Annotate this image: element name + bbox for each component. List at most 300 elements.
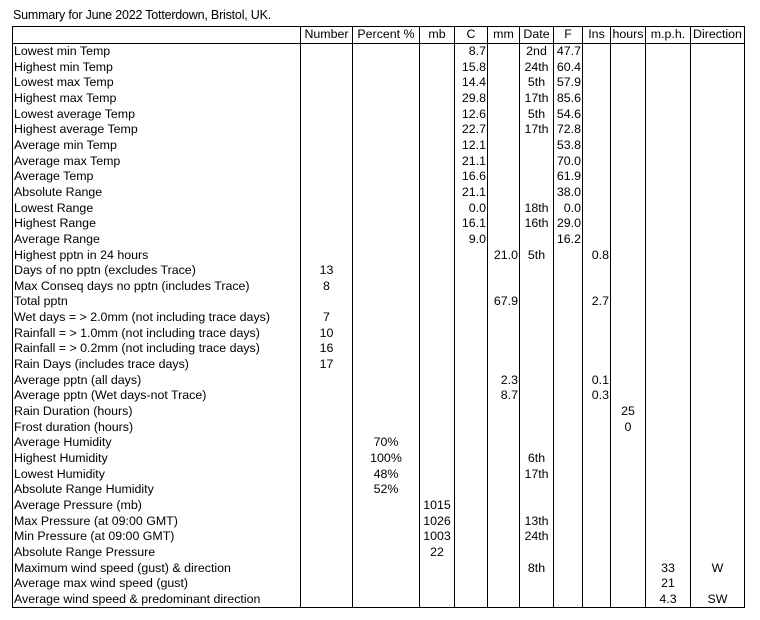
cell-date: 17th bbox=[520, 122, 554, 138]
cell-mm bbox=[488, 279, 520, 295]
cell-c bbox=[455, 576, 488, 592]
cell-mb bbox=[420, 419, 455, 435]
row-label: Wet days = > 2.0mm (not including trace days) bbox=[13, 310, 301, 326]
cell-mph bbox=[646, 341, 691, 357]
cell-c bbox=[455, 247, 488, 263]
cell-percent bbox=[353, 310, 420, 326]
cell-direction bbox=[691, 59, 745, 75]
cell-mb bbox=[420, 169, 455, 185]
cell-percent bbox=[353, 247, 420, 263]
cell-percent bbox=[353, 279, 420, 295]
cell-mb bbox=[420, 106, 455, 122]
cell-direction bbox=[691, 357, 745, 373]
cell-percent bbox=[353, 43, 420, 59]
cell-number bbox=[301, 419, 353, 435]
cell-date: 24th bbox=[520, 529, 554, 545]
column-header-date: Date bbox=[520, 27, 554, 44]
cell-mm bbox=[488, 106, 520, 122]
cell-percent bbox=[353, 388, 420, 404]
cell-date: 6th bbox=[520, 451, 554, 467]
cell-date bbox=[520, 310, 554, 326]
cell-percent bbox=[353, 216, 420, 232]
cell-percent bbox=[353, 294, 420, 310]
row-label: Average pptn (Wet days-not Trace) bbox=[13, 388, 301, 404]
cell-mb bbox=[420, 388, 455, 404]
cell-mph bbox=[646, 498, 691, 514]
cell-direction bbox=[691, 404, 745, 420]
cell-ins bbox=[583, 498, 611, 514]
cell-mm bbox=[488, 419, 520, 435]
cell-date: 5th bbox=[520, 75, 554, 91]
cell-f bbox=[554, 247, 583, 263]
cell-number: 13 bbox=[301, 263, 353, 279]
cell-c bbox=[455, 560, 488, 576]
cell-f bbox=[554, 576, 583, 592]
cell-c: 15.8 bbox=[455, 59, 488, 75]
cell-mm bbox=[488, 513, 520, 529]
cell-mph bbox=[646, 138, 691, 154]
cell-date bbox=[520, 592, 554, 608]
cell-hours bbox=[611, 75, 646, 91]
cell-ins bbox=[583, 279, 611, 295]
table-row bbox=[13, 451, 745, 467]
cell-hours bbox=[611, 185, 646, 201]
cell-ins bbox=[583, 106, 611, 122]
cell-mph bbox=[646, 279, 691, 295]
cell-number bbox=[301, 466, 353, 482]
cell-number bbox=[301, 247, 353, 263]
cell-mph bbox=[646, 153, 691, 169]
cell-mph bbox=[646, 216, 691, 232]
cell-mb bbox=[420, 122, 455, 138]
cell-date: 5th bbox=[520, 106, 554, 122]
cell-hours: 0 bbox=[611, 419, 646, 435]
cell-mph bbox=[646, 325, 691, 341]
cell-mph: 4.3 bbox=[646, 592, 691, 608]
cell-percent bbox=[353, 560, 420, 576]
cell-mm: 2.3 bbox=[488, 372, 520, 388]
table-row bbox=[13, 153, 745, 169]
cell-date bbox=[520, 388, 554, 404]
table-row bbox=[13, 576, 745, 592]
table-row bbox=[13, 138, 745, 154]
cell-ins bbox=[583, 91, 611, 107]
cell-c: 21.1 bbox=[455, 185, 488, 201]
cell-percent bbox=[353, 545, 420, 561]
cell-percent bbox=[353, 576, 420, 592]
table-row bbox=[13, 279, 745, 295]
cell-direction bbox=[691, 169, 745, 185]
cell-number bbox=[301, 529, 353, 545]
cell-date: 24th bbox=[520, 59, 554, 75]
cell-number bbox=[301, 122, 353, 138]
cell-hours bbox=[611, 247, 646, 263]
cell-c bbox=[455, 466, 488, 482]
cell-mph bbox=[646, 372, 691, 388]
cell-hours bbox=[611, 513, 646, 529]
header-row bbox=[13, 27, 745, 44]
cell-percent bbox=[353, 169, 420, 185]
cell-number bbox=[301, 216, 353, 232]
row-label: Highest max Temp bbox=[13, 91, 301, 107]
cell-direction bbox=[691, 451, 745, 467]
row-label: Lowest Range bbox=[13, 200, 301, 216]
cell-c bbox=[455, 419, 488, 435]
cell-number: 10 bbox=[301, 325, 353, 341]
cell-percent: 70% bbox=[353, 435, 420, 451]
cell-mph bbox=[646, 232, 691, 248]
row-label: Lowest Humidity bbox=[13, 466, 301, 482]
cell-number: 7 bbox=[301, 310, 353, 326]
cell-c bbox=[455, 388, 488, 404]
cell-mb bbox=[420, 153, 455, 169]
cell-mb bbox=[420, 310, 455, 326]
cell-ins bbox=[583, 341, 611, 357]
cell-number bbox=[301, 59, 353, 75]
cell-number bbox=[301, 404, 353, 420]
cell-hours bbox=[611, 357, 646, 373]
table-row bbox=[13, 43, 745, 59]
cell-direction bbox=[691, 247, 745, 263]
cell-direction bbox=[691, 294, 745, 310]
cell-mm bbox=[488, 341, 520, 357]
cell-mph bbox=[646, 294, 691, 310]
cell-date bbox=[520, 153, 554, 169]
row-label: Average Range bbox=[13, 232, 301, 248]
cell-direction bbox=[691, 482, 745, 498]
cell-direction bbox=[691, 263, 745, 279]
cell-hours: 25 bbox=[611, 404, 646, 420]
cell-date: 13th bbox=[520, 513, 554, 529]
column-header-percent: Percent % bbox=[353, 27, 420, 44]
cell-direction bbox=[691, 75, 745, 91]
cell-mm bbox=[488, 216, 520, 232]
cell-percent bbox=[353, 592, 420, 608]
cell-date bbox=[520, 482, 554, 498]
cell-c: 9.0 bbox=[455, 232, 488, 248]
cell-mb bbox=[420, 43, 455, 59]
cell-mm bbox=[488, 75, 520, 91]
cell-hours bbox=[611, 138, 646, 154]
cell-date: 17th bbox=[520, 91, 554, 107]
cell-ins bbox=[583, 545, 611, 561]
cell-percent bbox=[353, 325, 420, 341]
cell-ins bbox=[583, 43, 611, 59]
row-label: Min Pressure (at 09:00 GMT) bbox=[13, 529, 301, 545]
cell-mb bbox=[420, 138, 455, 154]
cell-f bbox=[554, 545, 583, 561]
cell-hours bbox=[611, 310, 646, 326]
cell-ins bbox=[583, 435, 611, 451]
cell-date bbox=[520, 279, 554, 295]
cell-mm bbox=[488, 122, 520, 138]
cell-ins bbox=[583, 200, 611, 216]
cell-hours bbox=[611, 216, 646, 232]
cell-mph bbox=[646, 529, 691, 545]
cell-date: 18th bbox=[520, 200, 554, 216]
cell-mph bbox=[646, 419, 691, 435]
cell-mb bbox=[420, 451, 455, 467]
cell-ins: 2.7 bbox=[583, 294, 611, 310]
table-row bbox=[13, 91, 745, 107]
cell-date bbox=[520, 341, 554, 357]
row-label: Average wind speed & predominant direction bbox=[13, 592, 301, 608]
cell-f: 16.2 bbox=[554, 232, 583, 248]
table-row bbox=[13, 560, 745, 576]
cell-c bbox=[455, 513, 488, 529]
cell-ins bbox=[583, 592, 611, 608]
cell-mb bbox=[420, 263, 455, 279]
cell-direction bbox=[691, 200, 745, 216]
cell-mm bbox=[488, 451, 520, 467]
cell-mb bbox=[420, 185, 455, 201]
cell-ins: 0.8 bbox=[583, 247, 611, 263]
cell-ins bbox=[583, 122, 611, 138]
cell-f: 53.8 bbox=[554, 138, 583, 154]
row-label: Average Pressure (mb) bbox=[13, 498, 301, 514]
cell-ins bbox=[583, 185, 611, 201]
cell-mb bbox=[420, 372, 455, 388]
cell-hours bbox=[611, 560, 646, 576]
cell-mm bbox=[488, 435, 520, 451]
cell-direction bbox=[691, 153, 745, 169]
cell-mb bbox=[420, 247, 455, 263]
cell-f bbox=[554, 325, 583, 341]
cell-f: 72.8 bbox=[554, 122, 583, 138]
cell-number bbox=[301, 513, 353, 529]
cell-direction bbox=[691, 576, 745, 592]
cell-hours bbox=[611, 529, 646, 545]
cell-ins bbox=[583, 419, 611, 435]
cell-c bbox=[455, 310, 488, 326]
cell-ins bbox=[583, 232, 611, 248]
cell-f bbox=[554, 341, 583, 357]
cell-mm bbox=[488, 592, 520, 608]
cell-c: 8.7 bbox=[455, 43, 488, 59]
cell-percent bbox=[353, 122, 420, 138]
cell-percent bbox=[353, 91, 420, 107]
row-label: Average max Temp bbox=[13, 153, 301, 169]
table-row bbox=[13, 435, 745, 451]
row-label: Average max wind speed (gust) bbox=[13, 576, 301, 592]
cell-percent bbox=[353, 185, 420, 201]
cell-mph bbox=[646, 75, 691, 91]
cell-date: 2nd bbox=[520, 43, 554, 59]
cell-mb bbox=[420, 232, 455, 248]
cell-direction bbox=[691, 419, 745, 435]
cell-mm bbox=[488, 91, 520, 107]
cell-mph: 33 bbox=[646, 560, 691, 576]
cell-mb bbox=[420, 466, 455, 482]
cell-number bbox=[301, 138, 353, 154]
cell-mm bbox=[488, 263, 520, 279]
cell-mm bbox=[488, 560, 520, 576]
cell-date bbox=[520, 372, 554, 388]
cell-hours bbox=[611, 200, 646, 216]
cell-mb bbox=[420, 216, 455, 232]
row-label: Max Pressure (at 09:00 GMT) bbox=[13, 513, 301, 529]
cell-direction bbox=[691, 325, 745, 341]
column-header-direction: Direction bbox=[691, 27, 745, 44]
cell-percent bbox=[353, 263, 420, 279]
column-header-hours: hours bbox=[612, 27, 644, 42]
table-row bbox=[13, 263, 745, 279]
cell-direction bbox=[691, 106, 745, 122]
cell-hours bbox=[611, 169, 646, 185]
cell-mm bbox=[488, 325, 520, 341]
cell-f: 85.6 bbox=[554, 91, 583, 107]
cell-mph bbox=[646, 247, 691, 263]
cell-c bbox=[455, 279, 488, 295]
table-row bbox=[13, 59, 745, 75]
cell-hours bbox=[611, 294, 646, 310]
cell-mm bbox=[488, 185, 520, 201]
cell-c bbox=[455, 545, 488, 561]
cell-direction bbox=[691, 122, 745, 138]
cell-c bbox=[455, 294, 488, 310]
cell-direction bbox=[691, 216, 745, 232]
cell-mph bbox=[646, 451, 691, 467]
cell-c bbox=[455, 325, 488, 341]
cell-date bbox=[520, 545, 554, 561]
cell-date bbox=[520, 419, 554, 435]
cell-hours bbox=[611, 576, 646, 592]
cell-hours bbox=[611, 43, 646, 59]
cell-ins bbox=[583, 466, 611, 482]
cell-f bbox=[554, 435, 583, 451]
cell-percent bbox=[353, 232, 420, 248]
cell-hours bbox=[611, 592, 646, 608]
cell-mm bbox=[488, 576, 520, 592]
row-label: Highest pptn in 24 hours bbox=[13, 247, 301, 263]
cell-mph bbox=[646, 310, 691, 326]
cell-ins bbox=[583, 138, 611, 154]
cell-mb bbox=[420, 404, 455, 420]
cell-f bbox=[554, 388, 583, 404]
cell-f bbox=[554, 419, 583, 435]
row-label: Lowest average Temp bbox=[13, 106, 301, 122]
cell-percent bbox=[353, 341, 420, 357]
cell-number bbox=[301, 482, 353, 498]
cell-mb: 1015 bbox=[420, 498, 455, 514]
cell-date bbox=[520, 138, 554, 154]
row-label: Highest min Temp bbox=[13, 59, 301, 75]
cell-direction bbox=[691, 138, 745, 154]
row-label: Average pptn (all days) bbox=[13, 372, 301, 388]
cell-percent bbox=[353, 59, 420, 75]
table-row bbox=[13, 592, 745, 608]
cell-number bbox=[301, 388, 353, 404]
column-header-number: Number bbox=[301, 27, 353, 44]
cell-hours bbox=[611, 232, 646, 248]
cell-direction bbox=[691, 310, 745, 326]
cell-number bbox=[301, 294, 353, 310]
cell-c: 21.1 bbox=[455, 153, 488, 169]
cell-mm bbox=[488, 482, 520, 498]
table-row bbox=[13, 294, 745, 310]
cell-hours bbox=[611, 122, 646, 138]
cell-ins bbox=[583, 482, 611, 498]
table-row bbox=[13, 388, 745, 404]
cell-mm bbox=[488, 43, 520, 59]
cell-mm bbox=[488, 232, 520, 248]
row-label: Lowest min Temp bbox=[13, 43, 301, 59]
cell-ins bbox=[583, 576, 611, 592]
cell-f bbox=[554, 482, 583, 498]
cell-direction bbox=[691, 513, 745, 529]
cell-mph bbox=[646, 43, 691, 59]
cell-mph bbox=[646, 185, 691, 201]
column-header-mph: m.p.h. bbox=[646, 27, 691, 44]
cell-mph bbox=[646, 122, 691, 138]
cell-f bbox=[554, 372, 583, 388]
table-row bbox=[13, 372, 745, 388]
cell-f bbox=[554, 498, 583, 514]
table-row bbox=[13, 466, 745, 482]
cell-hours bbox=[611, 498, 646, 514]
table-row bbox=[13, 419, 745, 435]
cell-ins: 0.1 bbox=[583, 372, 611, 388]
cell-c bbox=[455, 451, 488, 467]
cell-date bbox=[520, 435, 554, 451]
cell-mph bbox=[646, 263, 691, 279]
cell-ins bbox=[583, 75, 611, 91]
cell-mm: 67.9 bbox=[488, 294, 520, 310]
cell-mph bbox=[646, 545, 691, 561]
cell-mph bbox=[646, 435, 691, 451]
table-row bbox=[13, 513, 745, 529]
cell-f: 70.0 bbox=[554, 153, 583, 169]
table-row bbox=[13, 357, 745, 373]
cell-hours bbox=[611, 59, 646, 75]
cell-hours bbox=[611, 263, 646, 279]
row-label: Rain Days (includes trace days) bbox=[13, 357, 301, 373]
cell-percent: 52% bbox=[353, 482, 420, 498]
table-row bbox=[13, 200, 745, 216]
cell-hours bbox=[611, 341, 646, 357]
cell-mm: 8.7 bbox=[488, 388, 520, 404]
cell-hours bbox=[611, 388, 646, 404]
cell-f bbox=[554, 592, 583, 608]
cell-direction bbox=[691, 185, 745, 201]
cell-c bbox=[455, 404, 488, 420]
cell-date bbox=[520, 404, 554, 420]
cell-ins bbox=[583, 310, 611, 326]
cell-direction bbox=[691, 545, 745, 561]
cell-date: 8th bbox=[520, 560, 554, 576]
cell-hours bbox=[611, 545, 646, 561]
table-row bbox=[13, 247, 745, 263]
cell-mb bbox=[420, 91, 455, 107]
cell-c bbox=[455, 529, 488, 545]
cell-number bbox=[301, 43, 353, 59]
cell-f bbox=[554, 279, 583, 295]
cell-mph bbox=[646, 169, 691, 185]
cell-direction bbox=[691, 341, 745, 357]
cell-direction bbox=[691, 372, 745, 388]
row-label: Highest average Temp bbox=[13, 122, 301, 138]
cell-mm bbox=[488, 310, 520, 326]
cell-number: 8 bbox=[301, 279, 353, 295]
cell-c bbox=[455, 435, 488, 451]
cell-date: 16th bbox=[520, 216, 554, 232]
cell-mb bbox=[420, 341, 455, 357]
cell-direction: SW bbox=[691, 592, 745, 608]
table-row bbox=[13, 232, 745, 248]
cell-f: 47.7 bbox=[554, 43, 583, 59]
cell-c bbox=[455, 592, 488, 608]
cell-hours bbox=[611, 106, 646, 122]
